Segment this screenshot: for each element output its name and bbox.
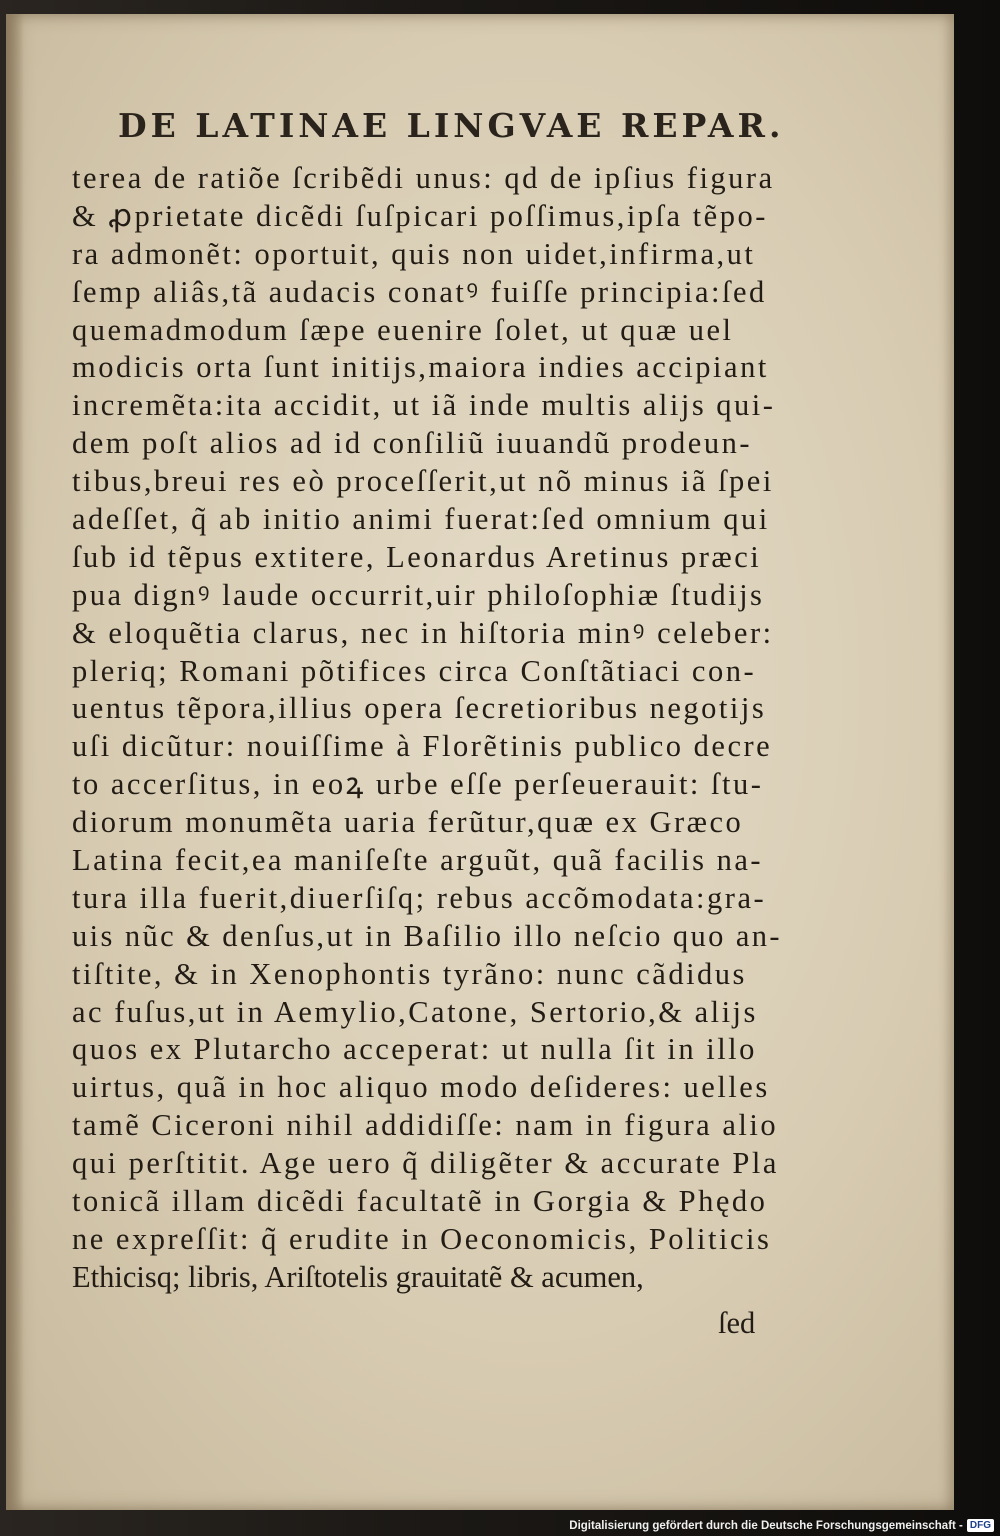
text-line: & ꝓprietate dicẽdi ſuſpicari poſſimus,ipſa tẽpo- xyxy=(72,198,768,233)
text-line: tura illa fuerit,diuerſiſq; rebus accõmodata:gra- xyxy=(72,880,767,915)
text-line: tonicã illam dicẽdi facultatẽ in Gorgia & Phędo xyxy=(72,1184,768,1219)
text-line: uſi dicũtur: nouiſſime à Florẽtinis publico decre xyxy=(72,729,773,764)
text-line: ſemp aliâs,tã audacis conatꝰ fuiſſe principia:ſed xyxy=(72,274,767,309)
text-line: tibus,breui res eò proceſſerit,ut nõ minus iã ſpei xyxy=(72,464,774,499)
text-line: incremẽta:ita accidit, ut iã inde multis alijs qui- xyxy=(72,388,776,423)
text-line: dem poſt alios ad id conſiliũ iuuandũ prodeun- xyxy=(72,426,752,461)
text-line: modicis orta ſunt initijs,maiora indies accipiant xyxy=(72,350,769,385)
text-line: to accerſitus, in eoꝝ urbe eſſe perſeuerauit: ſtu- xyxy=(72,767,764,802)
credit-text: Digitalisierung gefördert durch die Deutsche Forschungsgemeinschaft - xyxy=(569,1519,963,1532)
page-gutter-shadow xyxy=(6,14,24,1510)
text-line: ac fuſus,ut in Aemylio,Catone, Sertorio,& alijs xyxy=(72,994,758,1029)
running-header: DE LATINAE LINGVAE REPAR. xyxy=(118,106,785,145)
text-line: Ethicisq; libris, Ariſtotelis grauitatẽ & acumen, xyxy=(72,1259,644,1294)
text-line: Latina fecit,ea maniſeſte arguũt, quã facilis na- xyxy=(72,843,764,878)
text-line: tamẽ Ciceroni nihil addidiſſe: nam in figura alio xyxy=(72,1108,779,1143)
text-line: ra admonẽt: oportuit, quis non uidet,infirma,ut xyxy=(72,236,756,271)
text-line: diorum monumẽta uaria ferũtur,quæ ex Græco xyxy=(72,805,744,840)
text-line: tiſtite, & in Xenophontis tyrãno: nunc cãdidus xyxy=(72,956,747,991)
text-line: uentus tẽpora,illius opera ſecretioribus negotijs xyxy=(72,691,767,726)
text-line: quos ex Plutarcho acceperat: ut nulla ſit in illo xyxy=(72,1032,757,1067)
digitization-credit xyxy=(569,1519,994,1532)
text-line: qui perſtitit. Age uero q̃ diligẽter & accurate Pla xyxy=(72,1146,779,1181)
text-line: pua dignꝰ laude occurrit,uir philoſophiæ ſtudijs xyxy=(72,577,765,612)
text-line: & eloquẽtia clarus, nec in hiſtoria minꝰ celeber: xyxy=(72,615,774,650)
text-line: quemadmodum ſæpe euenire ſolet, ut quæ uel xyxy=(72,312,734,347)
text-line: uis nũc & denſus,ut in Baſilio illo neſcio quo an- xyxy=(72,918,782,953)
text-line: pleriq; Romani põtifices circa Conſtãtiaci con- xyxy=(72,653,757,688)
text-line: adeſſet, q̃ ab initio animi fuerat:ſed omnium qui xyxy=(72,502,770,537)
dfg-logo: DFG xyxy=(967,1519,994,1532)
text-line: uirtus, quã in hoc aliquo modo deſideres: uelles xyxy=(72,1070,770,1105)
text-line: ſub id tẽpus extitere, Leonardus Aretinus præci xyxy=(72,539,762,574)
text-line: ne expreſſit: q̃ erudite in Oeconomicis, Politicis xyxy=(72,1221,772,1256)
body-text xyxy=(72,160,782,1297)
catchword: ſed xyxy=(718,1306,756,1340)
text-line: terea de ratiõe ſcribẽdi unus: qd de ipſius figura xyxy=(72,161,775,195)
